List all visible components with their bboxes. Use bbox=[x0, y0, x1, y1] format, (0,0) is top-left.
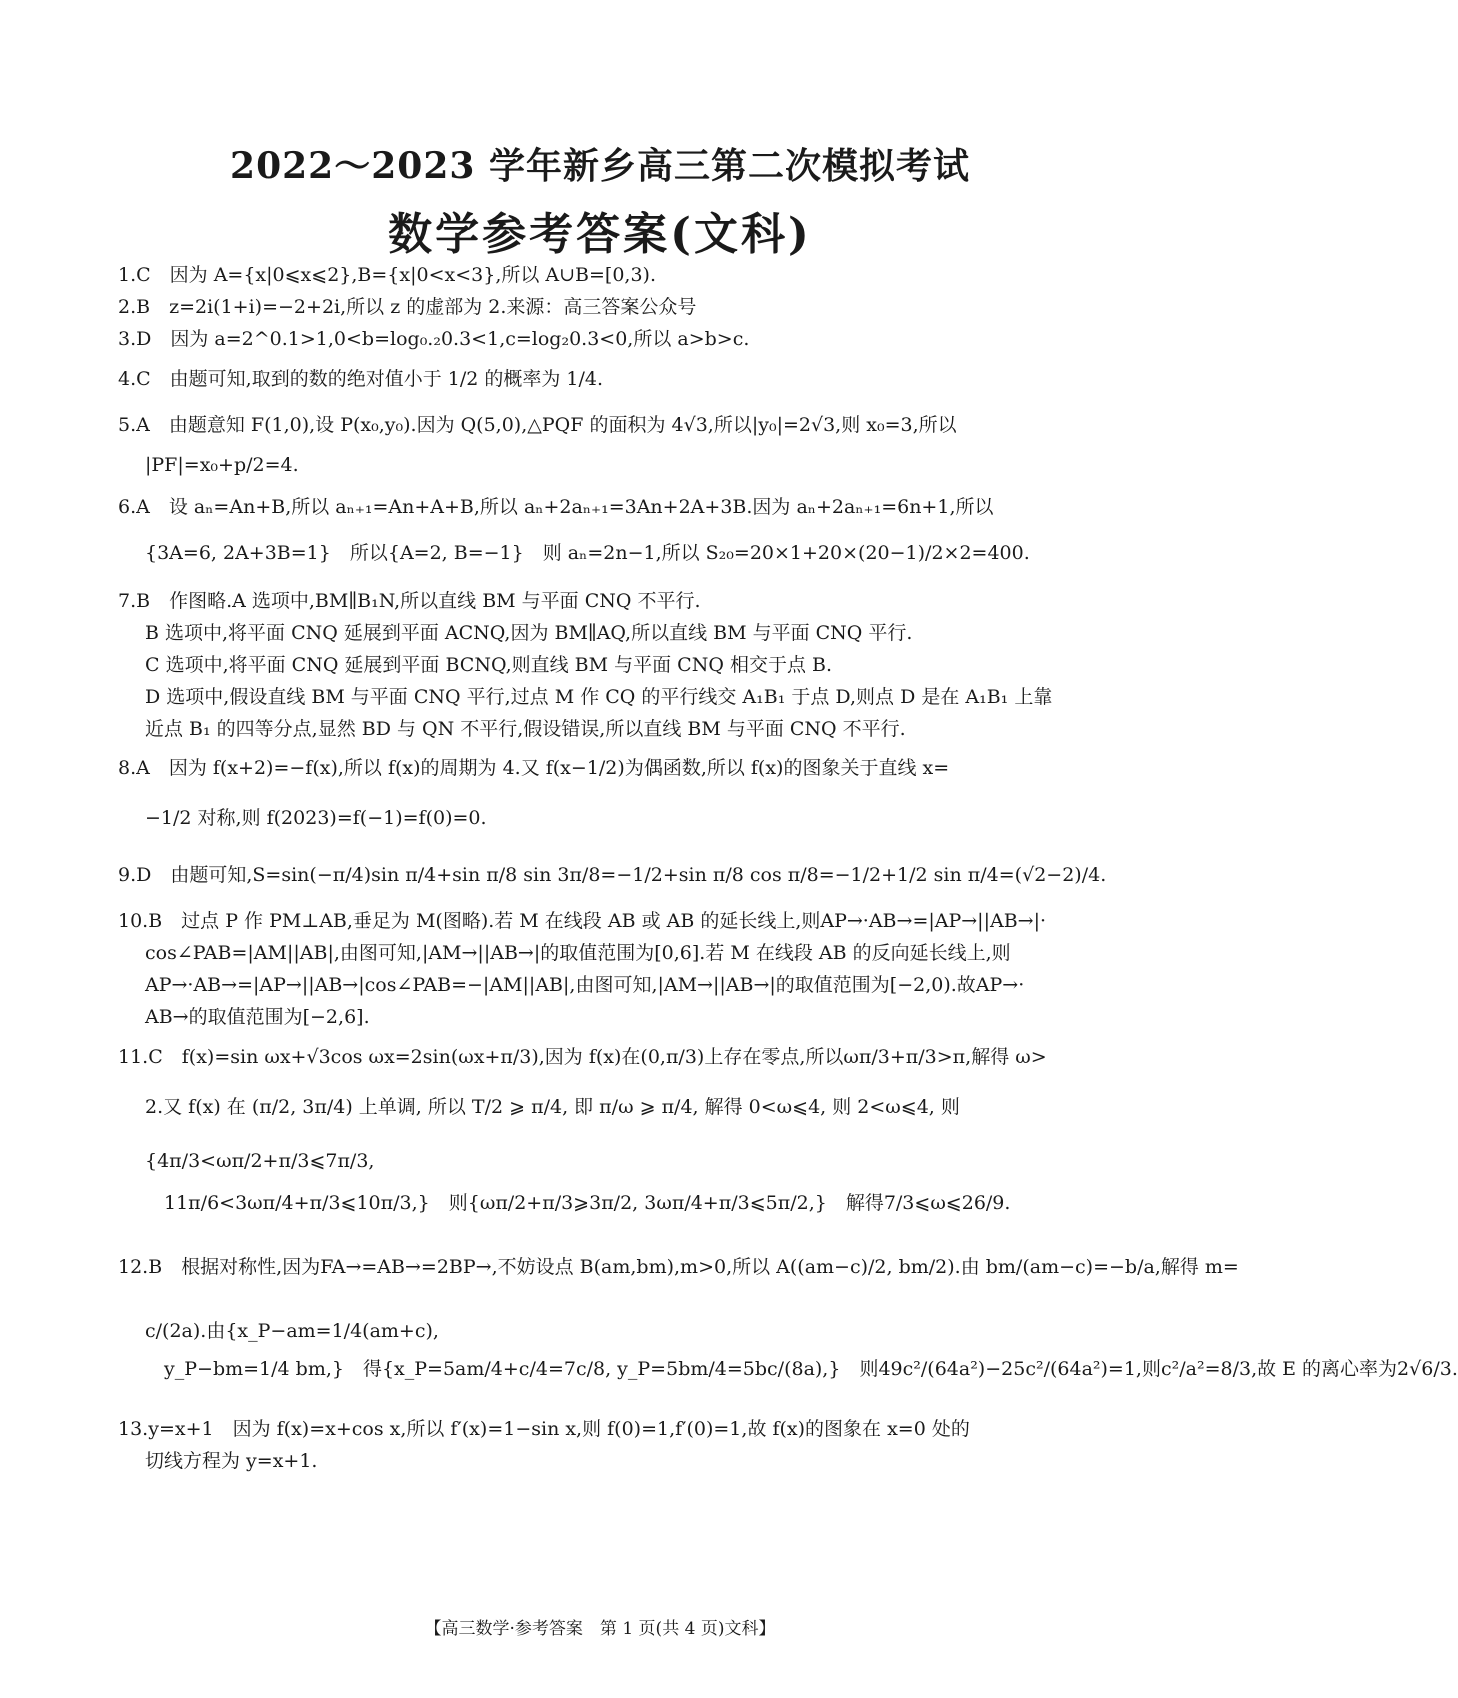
answer-line-10: 10.B 过点 P 作 PM⊥AB,垂足为 M(图略).若 M 在线段 AB 或 AB 的延长线上,则AP→·AB→=|AP→||AB→|· bbox=[118, 910, 1047, 932]
answer-line-6-cont: {3A=6, 2A+3B=1} 所以{A=2, B=−1} 则 aₙ=2n−1,所以 S₂₀=20×1+20×(20−1)/2×2=400. bbox=[145, 542, 1030, 564]
answer-line-12: 12.B 根据对称性,因为FA→=AB→=2BP→,不妨设点 B(am,bm),m>0,所以 A((am−c)/2, bm/2).由 bm/(am−c)=−b/a,解得 m= bbox=[118, 1256, 1239, 1278]
answer-line-9: 9.D 由题可知,S=sin(−π/4)sin π/4+sin π/8 sin 3π/8=−1/2+sin π/8 cos π/8=−1/2+1/2 sin π/4=(√2−2)/4. bbox=[118, 864, 1107, 886]
answer-line-7-d: D 选项中,假设直线 BM 与平面 CNQ 平行,过点 M 作 CQ 的平行线交 A₁B₁ 于点 D,则点 D 是在 A₁B₁ 上靠 bbox=[145, 686, 1053, 708]
answer-line-5: 5.A 由题意知 F(1,0),设 P(x₀,y₀).因为 Q(5,0),△PQF 的面积为 4√3,所以|y₀|=2√3,则 x₀=3,所以 bbox=[118, 414, 957, 436]
answer-line-7-d-cont: 近点 B₁ 的四等分点,显然 BD 与 QN 不平行,假设错误,所以直线 BM 与平面 CNQ 不平行. bbox=[145, 718, 906, 740]
answer-line-8: 8.A 因为 f(x+2)=−f(x),所以 f(x)的周期为 4.又 f(x−1/2)为偶函数,所以 f(x)的图象关于直线 x= bbox=[118, 757, 950, 779]
answer-line-3: 3.D 因为 a=2^0.1>1,0<b=log₀.₂0.3<1,c=log₂0.3<0,所以 a>b>c. bbox=[118, 328, 750, 350]
answer-line-2: 2.B z=2i(1+i)=−2+2i,所以 z 的虚部为 2.来源：高三答案公众号 bbox=[118, 296, 697, 318]
answer-line-11-c: {4π/3<ωπ/2+π/3⩽7π/3, bbox=[145, 1150, 375, 1172]
answer-line-13: 13.y=x+1 因为 f(x)=x+cos x,所以 f′(x)=1−sin x,则 f(0)=1,f′(0)=1,故 f(x)的图象在 x=0 处的 bbox=[118, 1418, 970, 1440]
answer-line-7-c: C 选项中,将平面 CNQ 延展到平面 BCNQ,则直线 BM 与平面 CNQ 相交于点 B. bbox=[145, 654, 832, 676]
answer-line-8-cont: −1/2 对称,则 f(2023)=f(−1)=f(0)=0. bbox=[145, 807, 487, 829]
answer-line-12-c: y_P−bm=1/4 bm,} 得{x_P=5am/4+c/4=7c/8, y_P=5bm/4=5bc/(8a),} 则49c²/(64a²)−25c²/(64a²)=1,则c²/a²=8/3,故 E 的离心率为2√6/3. bbox=[145, 1358, 1458, 1380]
answer-line-11: 11.C f(x)=sin ωx+√3cos ωx=2sin(ωx+π/3),因为 f(x)在(0,π/3)上存在零点,所以ωπ/3+π/3>π,解得 ω> bbox=[118, 1046, 1047, 1068]
exam-title: 2022～2023 学年新乡高三第二次模拟考试 bbox=[230, 145, 970, 187]
answer-line-6: 6.A 设 aₙ=An+B,所以 aₙ₊₁=An+A+B,所以 aₙ+2aₙ₊₁=3An+2A+3B.因为 aₙ+2aₙ₊₁=6n+1,所以 bbox=[118, 496, 994, 518]
answer-subtitle: 数学参考答案(文科) bbox=[388, 209, 812, 260]
answer-line-1: 1.C 因为 A={x|0⩽x⩽2},B={x|0<x<3},所以 A∪B=[0,3). bbox=[118, 264, 657, 286]
answer-line-11-d: 11π/6<3ωπ/4+π/3⩽10π/3,} 则{ωπ/2+π/3⩾3π/2, 3ωπ/4+π/3⩽5π/2,} 解得7/3⩽ω⩽26/9. bbox=[145, 1192, 1011, 1214]
page-footer: 【高三数学·参考答案 第 1 页(共 4 页)文科】 bbox=[424, 1619, 776, 1639]
answer-line-10-c: AP→·AB→=|AP→||AB→|cos∠PAB=−|AM||AB|,由图可知,|AM→||AB→|的取值范围为[−2,0).故AP→· bbox=[145, 974, 1025, 996]
answer-line-10-b: cos∠PAB=|AM||AB|,由图可知,|AM→||AB→|的取值范围为[0,6].若 M 在线段 AB 的反向延长线上,则 bbox=[145, 942, 1011, 964]
answer-line-7: 7.B 作图略.A 选项中,BM∥B₁N,所以直线 BM 与平面 CNQ 不平行. bbox=[118, 590, 701, 612]
answer-line-13-cont: 切线方程为 y=x+1. bbox=[145, 1450, 318, 1472]
answer-line-5-cont: |PF|=x₀+p/2=4. bbox=[145, 454, 299, 476]
answer-line-4: 4.C 由题可知,取到的数的绝对值小于 1/2 的概率为 1/4. bbox=[118, 368, 604, 390]
answer-line-7-b: B 选项中,将平面 CNQ 延展到平面 ACNQ,因为 BM∥AQ,所以直线 BM 与平面 CNQ 平行. bbox=[145, 622, 913, 644]
answer-line-11-b: 2.又 f(x) 在 (π/2, 3π/4) 上单调, 所以 T/2 ⩾ π/4, 即 π/ω ⩾ π/4, 解得 0<ω⩽4, 则 2<ω⩽4, 则 bbox=[145, 1096, 960, 1118]
answer-line-10-d: AB→的取值范围为[−2,6]. bbox=[145, 1006, 370, 1028]
answer-line-12-b: c/(2a).由{x_P−am=1/4(am+c), bbox=[145, 1320, 439, 1342]
